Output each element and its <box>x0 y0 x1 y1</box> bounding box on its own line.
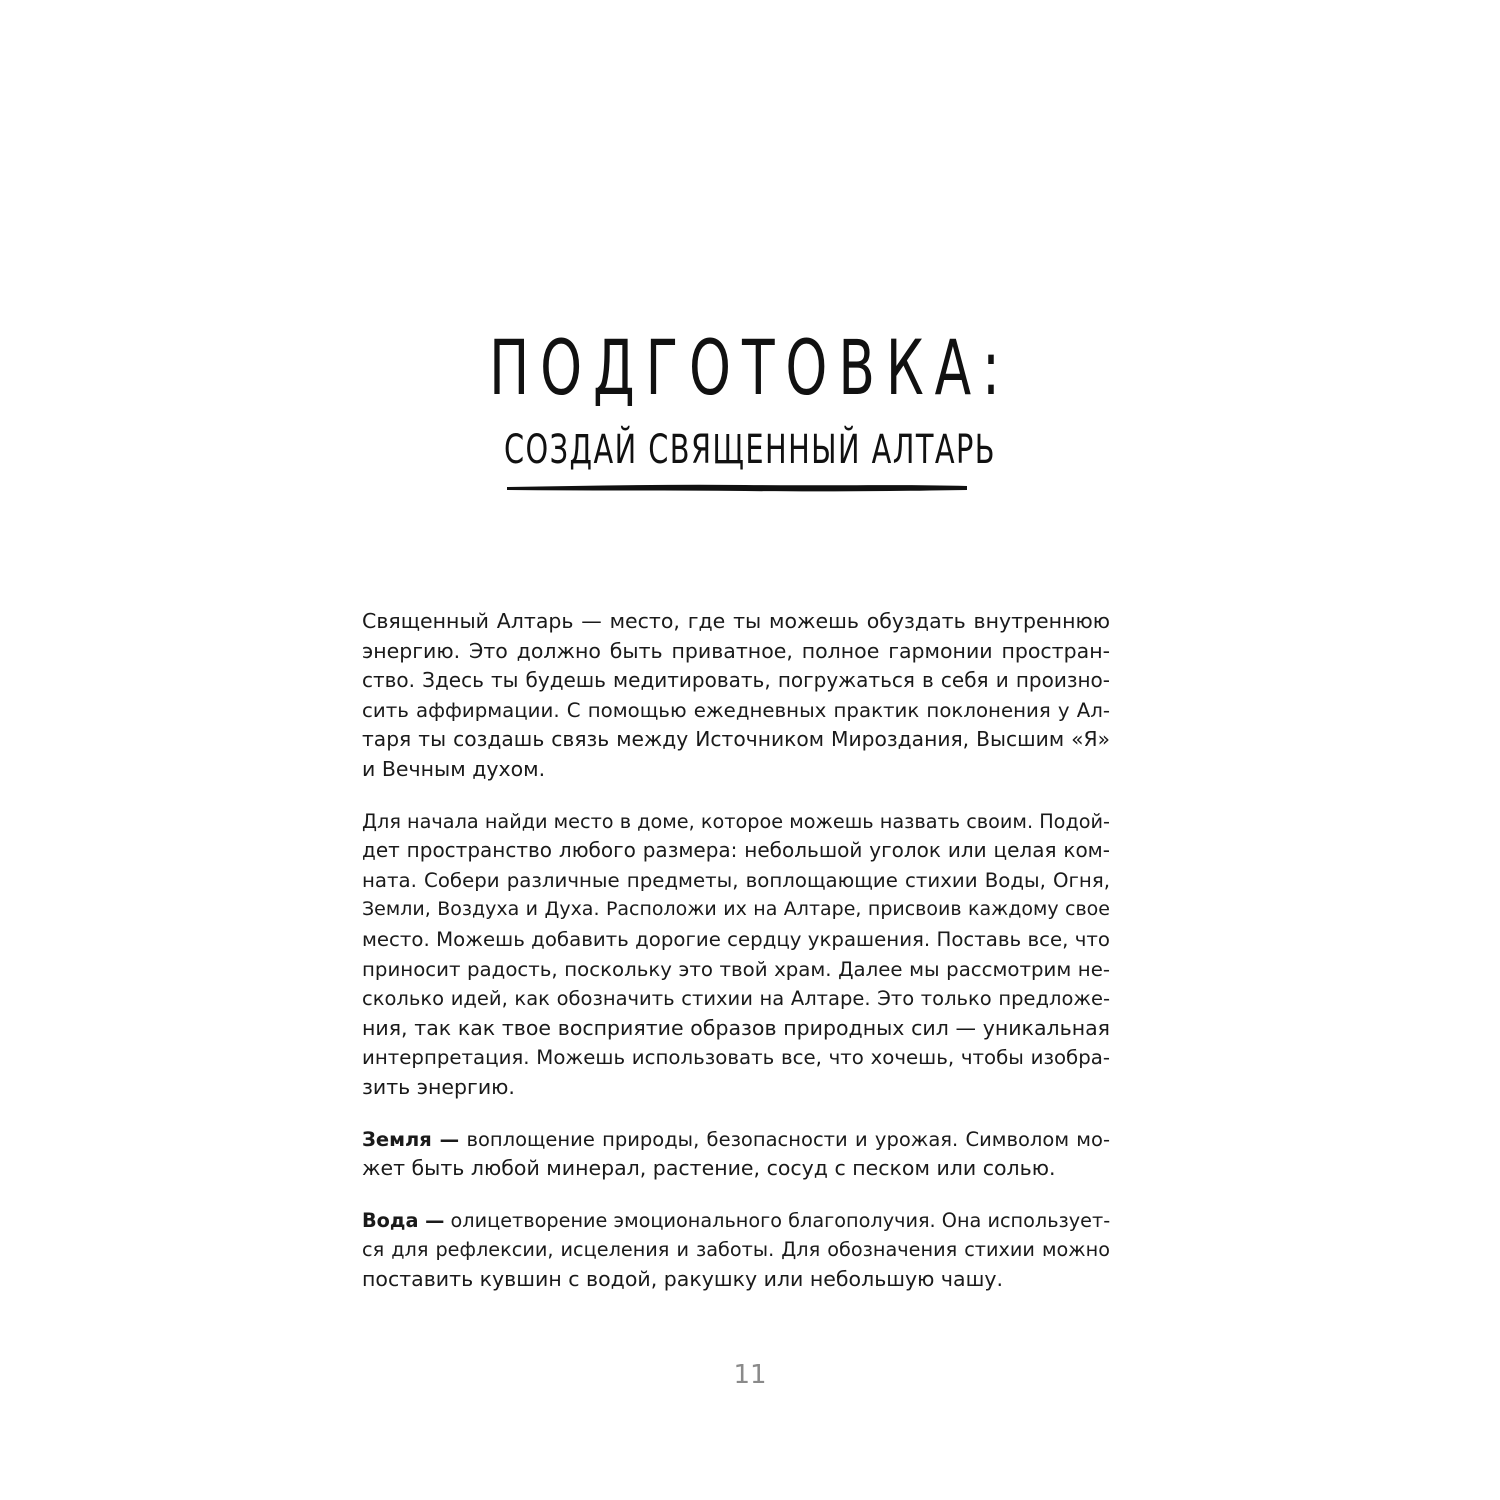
paragraph-find-place <box>362 807 1110 1103</box>
text-line: Священный Алтарь — место, где ты можешь обуздать внутреннюю <box>362 609 1110 633</box>
text-line: приносит радость, поскольку это твой храм. Далее мы рассмотрим не- <box>362 957 1110 981</box>
text-line: ния, так как твое восприятие образов природных сил — уникальная <box>362 1015 1110 1040</box>
text-line: Для начала найди место в доме, которое можешь назвать своим. Подой- <box>362 809 1110 833</box>
text-line: интерпретация. Можешь использовать все, что хочешь, чтобы изобра- <box>362 1046 1110 1070</box>
text-line: таря ты создашь связь между Источником Мироздания, Высшим «Я» <box>362 727 1110 752</box>
text-line <box>362 1125 1110 1155</box>
text-line: и Вечным духом. <box>362 756 546 781</box>
text-line: дет пространство любого размера: небольшой уголок или целая ком- <box>362 838 1110 863</box>
text-line: ся для рефлексии, исцеления и заботы. Для обозначения стихии можно <box>362 1238 1110 1262</box>
text-line: Земли, Воздуха и Духа. Расположи их на Алтаре, присвоив каждому свое <box>362 898 1110 921</box>
text-line: зить энергию. <box>362 1074 515 1099</box>
page-title: ПОДГОТОВКА: <box>489 323 1011 412</box>
text-line: сколько идей, как обозначить стихии на Алтаре. Это только предложе- <box>362 987 1110 1011</box>
paragraph-earth <box>362 1125 1110 1184</box>
text-line <box>362 1206 1110 1236</box>
paragraph-altar-intro <box>362 607 1110 785</box>
text-line: сить аффирмации. С помощью ежедневных практик поклонения у Ал- <box>362 698 1110 722</box>
text-line: место. Можешь добавить дорогие сердцу украшения. Поставь все, что <box>362 927 1110 951</box>
page-subtitle: СОЗДАЙ СВЯЩЕННЫЙ АЛТАРЬ <box>503 427 997 473</box>
text-fragment: олицетворение эмоционального благополучия. Она использует- <box>444 1208 1111 1232</box>
body-text <box>362 607 1110 1316</box>
text-line: энергию. Это должно быть приватное, полное гармонии простран- <box>362 638 1110 663</box>
element-term-earth: Земля — <box>362 1127 460 1151</box>
element-term-water: Вода — <box>362 1208 445 1232</box>
text-line: поставить кувшин с водой, ракушку или небольшую чашу. <box>362 1266 1004 1291</box>
page-number: 11 <box>733 1360 767 1390</box>
text-line: жет быть любой минерал, растение, сосуд с песком или солью. <box>362 1156 1056 1181</box>
brush-underline <box>505 478 970 498</box>
text-line: ната. Собери различные предметы, воплощающие стихии Воды, Огня, <box>362 868 1110 892</box>
text-line: ство. Здесь ты будешь медитировать, погружаться в себя и произно- <box>362 668 1110 693</box>
text-fragment: воплощение природы, безопасности и урожая. Символом мо- <box>459 1127 1110 1151</box>
paragraph-water <box>362 1206 1110 1295</box>
